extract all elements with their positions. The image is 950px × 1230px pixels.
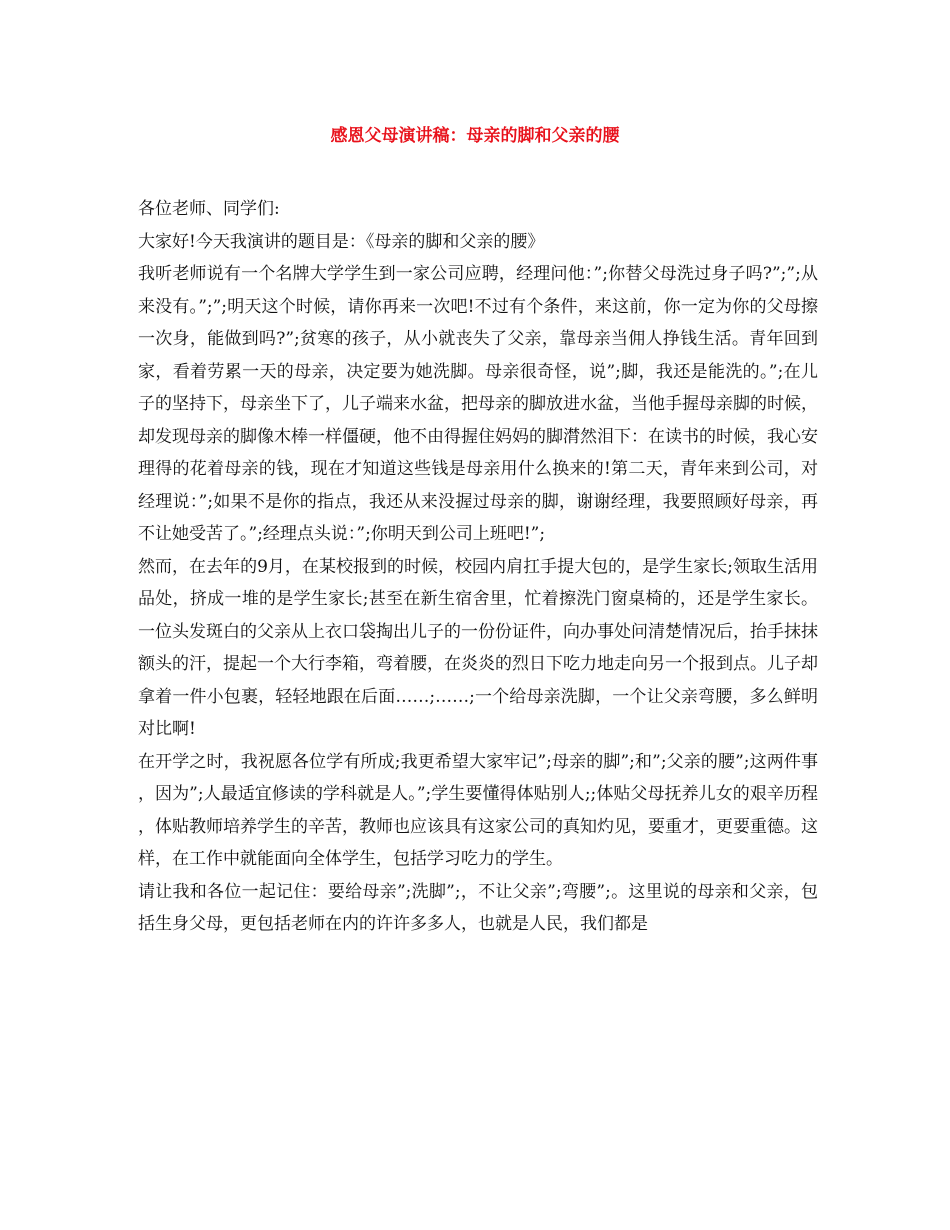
paragraph-wish: 在开学之时，我祝愿各位学有所成;我更希望大家牢记”;母亲的脚”;和”;父亲的腰”;这两件事，因为”;人最适宜修读的学科就是人。”;学生要懂得体贴别人;;体贴父母抚养儿女的艰辛历程，体贴教师培养学生的辛苦，教师也应该具有这家公司的真知灼见，要重才，更要重德。这样，在工作中就能面向全体学生，包括学习吃力的学生。 bbox=[138, 751, 818, 869]
document-body bbox=[138, 193, 818, 941]
paragraph-contrast: 然而，在去年的9月，在某校报到的时候，校园内肩扛手提大包的，是学生家长;领取生活用品处，挤成一堆的是学生家长;甚至在新生宿舍里，忙着擦洗门窗桌椅的，还是学生家长。一位头发斑白的父亲从上衣口袋掏出儿子的一份份证件，向办事处问清楚情况后，抬手抹抹额头的汗，提起一个大行李箱，弯着腰，在炎炎的烈日下吃力地走向另一个报到点。儿子却拿着一件小包裹，轻轻地跟在后面……;……;一个给母亲洗脚，一个让父亲弯腰，多么鲜明对比啊! bbox=[138, 556, 818, 739]
paragraph-story: 我听老师说有一个名牌大学学生到一家公司应聘，经理问他：”;你替父母洗过身子吗?”;”;从来没有。”;”;明天这个时候，请你再来一次吧!不过有个条件，来这前，你一定为你的父母擦一次身，能做到吗?”;贫寒的孩子，从小就丧失了父亲，靠母亲当佣人挣钱生活。青年回到家，看着劳累一天的母亲，决定要为她洗脚。母亲很奇怪，说”;脚，我还是能洗的。”;在儿子的坚持下，母亲坐下了，儿子端来水盆，把母亲的脚放进水盆，当他手握母亲脚的时候，却发现母亲的脚像木棒一样僵硬，他不由得握住妈妈的脚潸然泪下：在读书的时候，我心安理得的花着母亲的钱，现在才知道这些钱是母亲用什么换来的!第二天，青年来到公司，对经理说：”;如果不是你的指点，我还从来没握过母亲的脚，谢谢经理，我要照顾好母亲，再不让她受苦了。”;经理点头说：”;你明天到公司上班吧!”; bbox=[138, 264, 818, 544]
paragraph-intro: 大家好!今天我演讲的题目是：《母亲的脚和父亲的腰》 bbox=[138, 231, 545, 252]
page-title: 感恩父母演讲稿：母亲的脚和父亲的腰 bbox=[330, 126, 620, 146]
paragraph-greeting: 各位老师、同学们: bbox=[138, 199, 280, 219]
paragraph-closing: 请让我和各位一起记住：要给母亲”;洗脚”;，不让父亲”;弯腰”;。这里说的母亲和父亲，包括生身父母，更包括老师在内的许许多多人，也就是人民，我们都是 bbox=[138, 881, 818, 934]
